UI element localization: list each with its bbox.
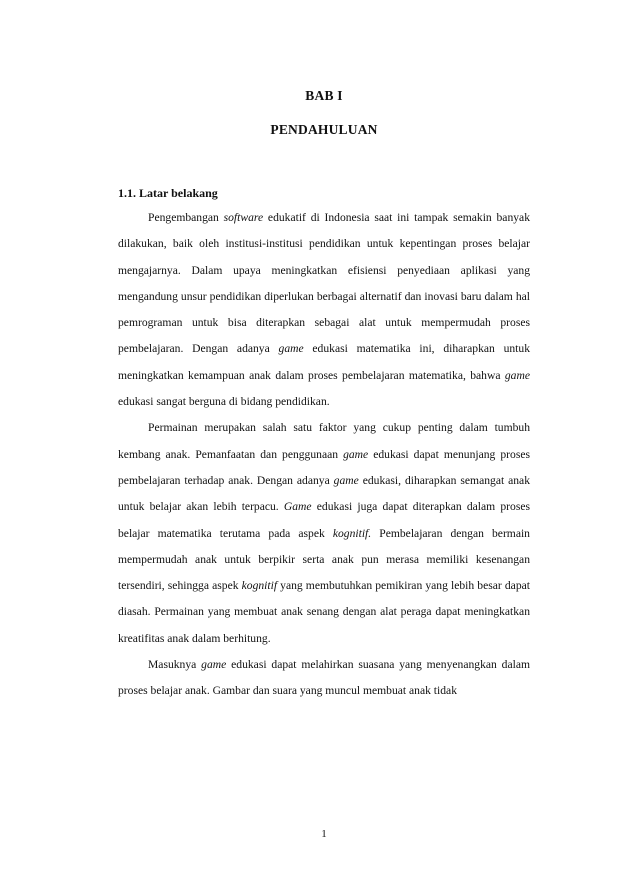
italic-term: kognitif bbox=[241, 579, 278, 593]
italic-term: game bbox=[504, 368, 530, 382]
text-run: Masuknya bbox=[148, 658, 202, 672]
section-heading: 1.1. Latar belakang bbox=[118, 186, 218, 200]
text-run: edukasi sangat berguna di bidang pendidikan. bbox=[118, 395, 330, 409]
text-run: Pengembangan bbox=[148, 211, 224, 224]
text-run: Permainan merupakan salah satu faktor yang cukup penting dalam tumbuh kembang anak. Pemanfaatan dan penggunaan bbox=[118, 421, 530, 461]
text-run: edukasi matematika ini, diharapkan untuk meningkatkan kemampuan anak dalam proses pembelajaran matematika, bahwa bbox=[118, 342, 530, 382]
italic-term: game bbox=[343, 447, 369, 461]
italic-term: Game bbox=[283, 500, 312, 514]
italic-term: game bbox=[201, 658, 227, 672]
body-text bbox=[118, 205, 530, 705]
chapter-number: BAB I bbox=[305, 88, 343, 103]
text-run: Pembelajaran dengan bermain mempermudah anak untuk berpikir serta anak pun merasa memiliki kesenangan tersendiri, sehingga aspek bbox=[118, 526, 530, 593]
paragraph-3 bbox=[118, 652, 530, 705]
italic-term: kognitif. bbox=[332, 526, 372, 540]
text-run: edukasi dapat menunjang proses pembelajaran terhadap anak. Dengan adanya bbox=[118, 447, 530, 487]
paragraph-2 bbox=[118, 415, 530, 652]
text-run: edukasi dapat melahirkan suasana yang menyenangkan dalam proses belajar anak. Gambar dan suara yang muncul membuat anak tidak bbox=[118, 658, 530, 698]
page-number: 1 bbox=[321, 828, 327, 840]
text-run: edukasi, diharapkan semangat anak untuk belajar akan lebih terpacu. bbox=[118, 473, 530, 514]
text-run: yang membutuhkan pemikiran yang lebih besar dapat diasah. Permainan yang membuat anak senang dengan alat peraga dapat meningkatkan kreatifitas anak dalam berhitung. bbox=[118, 579, 530, 645]
italic-term: software bbox=[223, 211, 264, 224]
italic-term: game bbox=[333, 473, 359, 487]
italic-term: game bbox=[278, 342, 304, 356]
chapter-title: PENDAHULUAN bbox=[270, 122, 378, 137]
text-run: edukatif di Indonesia saat ini tampak semakin banyak dilakukan, baik oleh institusi-institusi pendidikan untuk kepentingan proses belajar mengajarnya. Dalam upaya meningkatkan efisiensi penyediaan aplikasi yang mengandung unsur pendidikan diperlukan berbagai alternatif dan inovasi baru dalam hal pemrograman untuk bisa diterapkan sebagai alat untuk mempermudah proses pembelajaran. Dengan adanya bbox=[118, 211, 530, 356]
text-run: edukasi juga dapat diterapkan dalam proses belajar matematika terutama pada aspek bbox=[118, 500, 530, 540]
paragraph-1 bbox=[118, 205, 530, 415]
